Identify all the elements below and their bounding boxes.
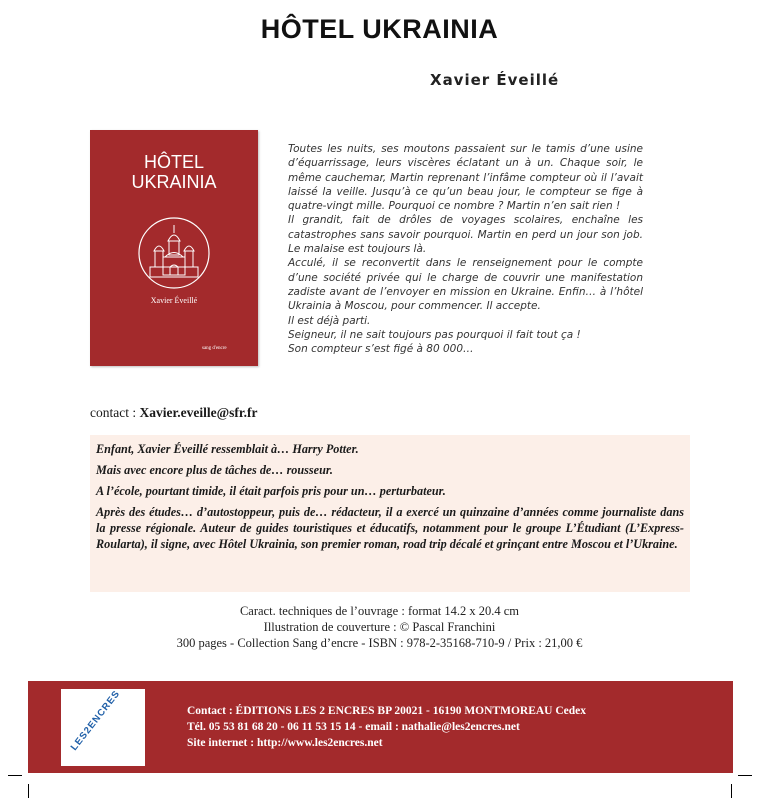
document-title: HÔTEL UKRAINIA	[260, 14, 499, 44]
cover-title-line2: UKRAINIA	[131, 172, 217, 192]
book-specs	[0, 603, 759, 651]
publisher-footer	[28, 681, 733, 773]
crop-mark	[731, 784, 732, 798]
contact-label: contact :	[90, 405, 140, 420]
logo-text: LES2ENCRES	[68, 689, 123, 753]
author-bio	[90, 435, 690, 592]
synopsis-paragraph: Il grandit, fait de drôles de voyages scolaires, enchaîne les catastrophes sans savoir pourquoi. Martin en perd un jour son job. Le malaise est toujours là.	[288, 214, 643, 256]
bio-paragraph: A l’école, pourtant timide, il était parfois pris pour un… perturbateur.	[96, 484, 446, 498]
contact-email-link[interactable]: Xavier.eveille@sfr.fr	[139, 405, 258, 420]
les2encres-logo-icon	[61, 689, 145, 766]
publisher-logo	[61, 689, 145, 766]
cover-title-line1: HÔTEL	[143, 152, 204, 172]
synopsis-paragraph: Il est déjà parti.	[288, 314, 371, 327]
author-name: Xavier Éveillé	[430, 71, 560, 89]
cover-publisher: sang d'encre	[202, 346, 227, 351]
specs-line: Illustration de couverture : © Pascal Franchini	[263, 620, 496, 634]
synopsis	[288, 142, 643, 356]
crop-mark	[8, 775, 22, 776]
author-contact	[90, 405, 258, 421]
specs-line: Caract. techniques de l’ouvrage : format 14.2 x 20.4 cm	[239, 604, 520, 618]
bio-paragraph: Après des études… d’autostoppeur, puis de… rédacteur, il a exercé un quinzaine d’années comme journaliste dans la presse régionale. Auteur de guides touristiques et éducatifs, notamment pour le groupe L’Étudiant (L’Express-Roularta), il signe, avec Hôtel Ukrainia, son premier roman, road trip décalé et grinçant entre Moscou et l’Ukraine.	[96, 505, 684, 551]
crop-mark	[738, 775, 752, 776]
crop-mark	[28, 784, 29, 798]
specs-line: 300 pages - Collection Sang d’encre - ISBN : 978-2-35168-710-9 / Prix : 21,00 €	[176, 636, 583, 650]
synopsis-paragraph: Son compteur s’est figé à 80 000…	[288, 343, 474, 356]
synopsis-paragraph: Seigneur, il ne sait toujours pas pourquoi il fait tout ça !	[288, 328, 581, 341]
synopsis-paragraph: Toutes les nuits, ses moutons passaient sur le tamis d’une usine d’équarrissage, leurs viscères éclatant un à un. Chaque soir, le même cauchemar, Martin reprenant l’infâme compteur où il l’avait laissé la veille. Jusqu’à ce qu’un beau jour, le compteur se fige à quatre-vingt mille. Pourquoi ce nombre ? Martin n’en sait rien !	[288, 143, 643, 213]
publisher-phone-email: Tél. 05 53 81 68 20 - 06 11 53 15 14 - email : nathalie@les2encres.net	[187, 721, 520, 733]
synopsis-paragraph: Acculé, il se reconvertit dans le renseignement pour le compte d’une société privée qui le charge de couvrir une manifestation zadiste avant de l’envoyer en mission en Ukraine. Enfin… à l’hôtel Ukrainia à Moscou, pour commencer. Il accepte.	[288, 257, 643, 313]
bio-paragraph: Mais avec encore plus de tâches de… rousseur.	[96, 463, 333, 477]
publisher-address: Contact : ÉDITIONS LES 2 ENCRES BP 20021 - 16190 MONTMOREAU Cedex	[187, 705, 587, 717]
cathedral-emblem-icon	[136, 215, 212, 291]
book-cover	[90, 130, 258, 366]
publisher-website-link[interactable]: Site internet : http://www.les2encres.net	[187, 737, 383, 749]
cover-author: Xavier Éveillé	[150, 296, 198, 305]
bio-paragraph: Enfant, Xavier Éveillé ressemblait à… Harry Potter.	[96, 442, 359, 456]
cover-title	[90, 152, 258, 192]
publisher-contact	[187, 703, 586, 751]
